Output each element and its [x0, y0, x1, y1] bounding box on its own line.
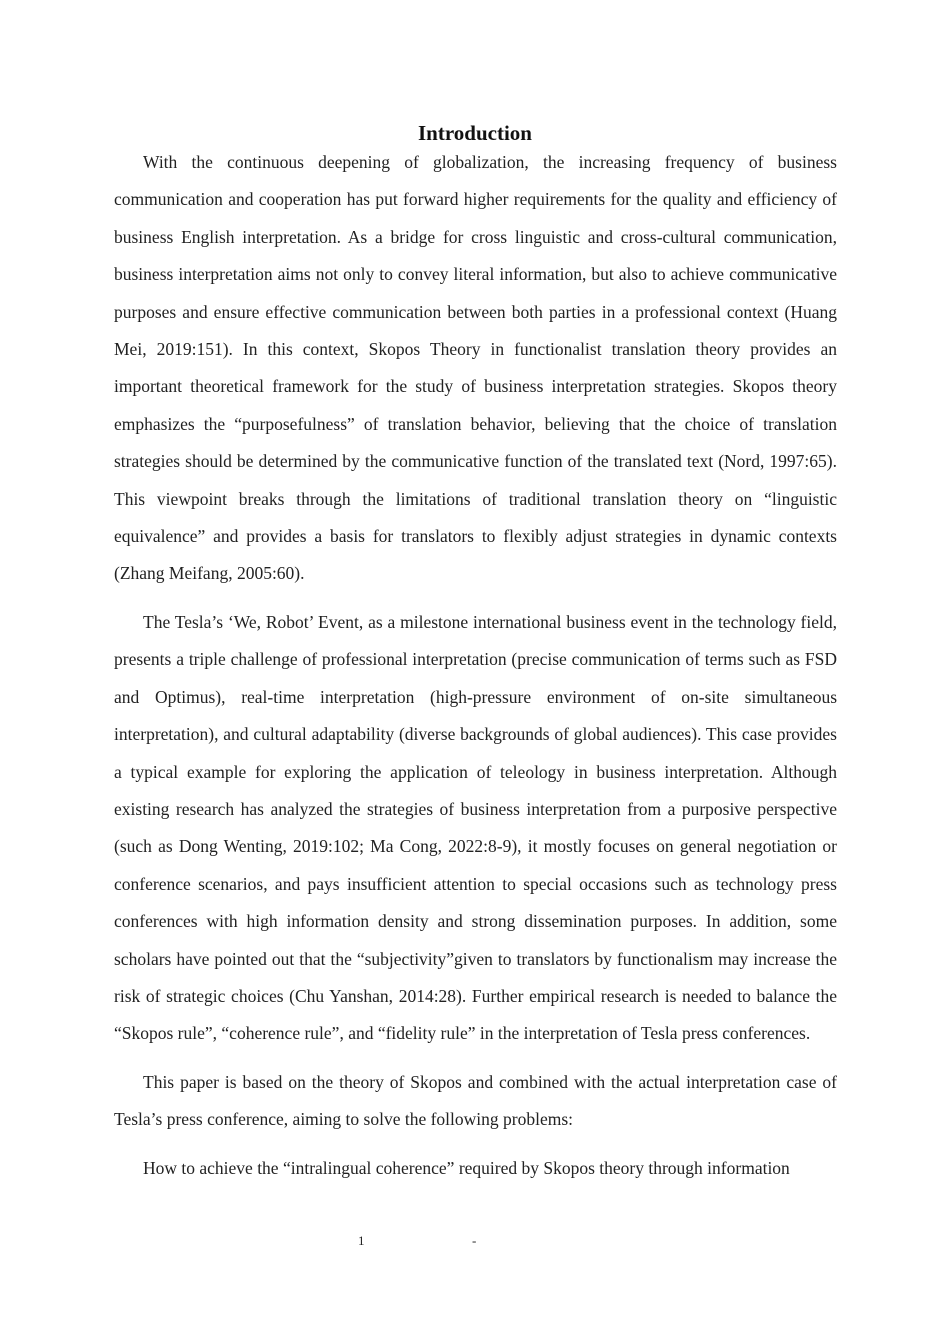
body-text: [114, 144, 837, 1198]
footer-dash: -: [472, 1233, 477, 1248]
section-heading: Introduction: [418, 121, 532, 146]
paragraph-1: With the continuous deepening of globalization, the increasing frequency of business communication and cooperation has put forward higher requirements for the quality and efficiency of business English interpretation. As a bridge for cross linguistic and cross-cultural communication, business interpretation aims not only to convey literal information, but also to achieve communicative purposes and ensure effective communication between both parties in a professional context (Huang Mei, 2019:151). In this context, Skopos Theory in functionalist translation theory provides an important theoretical framework for the study of business interpretation strategies. Skopos theory emphasizes the “purposefulness” of translation behavior, believing that the choice of translation strategies should be determined by the communicative function of the translated text (Nord, 1997:65). This viewpoint breaks through the limitations of traditional translation theory on “linguistic equivalence” and provides a basis for translators to flexibly adjust strategies in dynamic contexts (Zhang Meifang, 2005:60).: [114, 152, 837, 584]
paragraph-2: The Tesla’s ‘We, Robot’ Event, as a milestone international business event in the technology field, presents a triple challenge of professional interpretation (precise communication of terms such as FSD and Optimus), real-time interpretation (high-pressure environment of on-site simultaneous interpretation), and cultural adaptability (diverse backgrounds of global audiences). This case provides a typical example for exploring the application of teleology in business interpretation. Although existing research has analyzed the strategies of business interpretation from a purposive perspective (such as Dong Wenting, 2019:102; Ma Cong, 2022:8-9), it mostly focuses on general negotiation or conference scenarios, and pays insufficient attention to special occasions such as technology press conferences with high information density and strong dissemination purposes. In addition, some scholars have pointed out that the “subjectivity”given to translators by functionalism may increase the risk of strategic choices (Chu Yanshan, 2014:28). Further empirical research is needed to balance the “Skopos rule”, “coherence rule”, and “fidelity rule” in the interpretation of Tesla press conferences.: [114, 611, 837, 1044]
paragraph-4: How to achieve the “intralingual coherence” required by Skopos theory through information: [143, 1157, 790, 1178]
paragraph-3: This paper is based on the theory of Skopos and combined with the actual interpretation case of Tesla’s press conference, aiming to solve the following problems:: [114, 1071, 837, 1130]
page-number: 1: [358, 1233, 365, 1248]
